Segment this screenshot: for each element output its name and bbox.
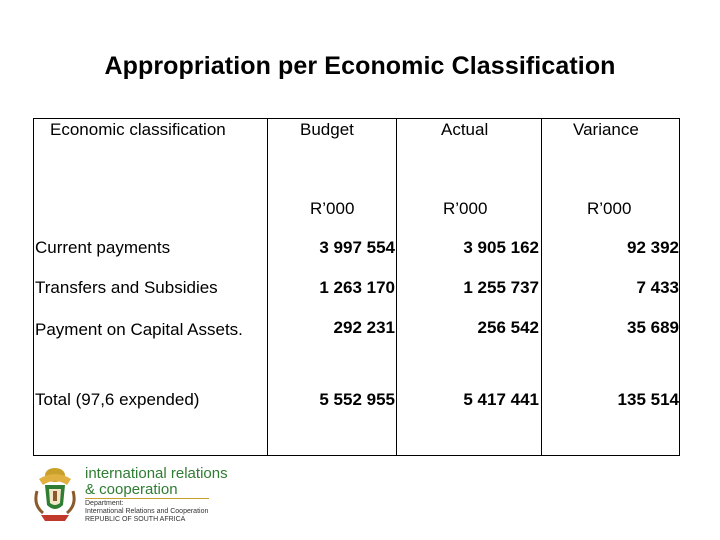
row-budget: 3 997 554	[319, 238, 395, 257]
table-left-border-body	[33, 236, 34, 455]
row-label: Payment on Capital Assets.	[35, 320, 243, 339]
logo-divider	[85, 498, 209, 499]
unit-variance: R’000	[587, 199, 632, 218]
row-variance: 92 392	[627, 238, 679, 257]
logo-line-2: & cooperation	[85, 481, 178, 498]
header-variance: Variance	[573, 120, 639, 139]
row-variance: 35 689	[627, 318, 679, 337]
row-actual: 5 417 441	[463, 390, 539, 409]
row-actual: 1 255 737	[463, 278, 539, 297]
row-budget: 1 263 170	[319, 278, 395, 297]
unit-actual: R’000	[443, 199, 488, 218]
row-variance: 7 433	[636, 278, 679, 297]
header-actual: Actual	[441, 120, 489, 139]
coat-of-arms-icon	[33, 465, 77, 523]
table-left-border	[33, 118, 34, 236]
row-budget: 292 231	[333, 318, 395, 337]
logo-line-3: Department:	[85, 500, 124, 507]
unit-budget: R’000	[310, 199, 355, 218]
department-logo	[33, 463, 228, 525]
header-economic-classification: Economic classification	[50, 120, 226, 139]
row-actual: 3 905 162	[463, 238, 539, 257]
row-label: Total (97,6 expended)	[35, 390, 200, 409]
logo-line-5: REPUBLIC OF SOUTH AFRICA	[85, 516, 186, 523]
row-actual: 256 542	[477, 318, 539, 337]
row-budget: 5 552 955	[319, 390, 395, 409]
table-bottom-border	[33, 455, 680, 456]
row-label: Current payments	[35, 238, 171, 257]
row-variance: 135 514	[617, 390, 679, 409]
logo-line-4: International Relations and Cooperation	[85, 508, 209, 515]
logo-line-1: international relations	[85, 465, 228, 482]
header-budget: Budget	[300, 120, 354, 139]
page-title: Appropriation per Economic Classification	[104, 52, 616, 80]
row-label: Transfers and Subsidies	[35, 278, 218, 297]
